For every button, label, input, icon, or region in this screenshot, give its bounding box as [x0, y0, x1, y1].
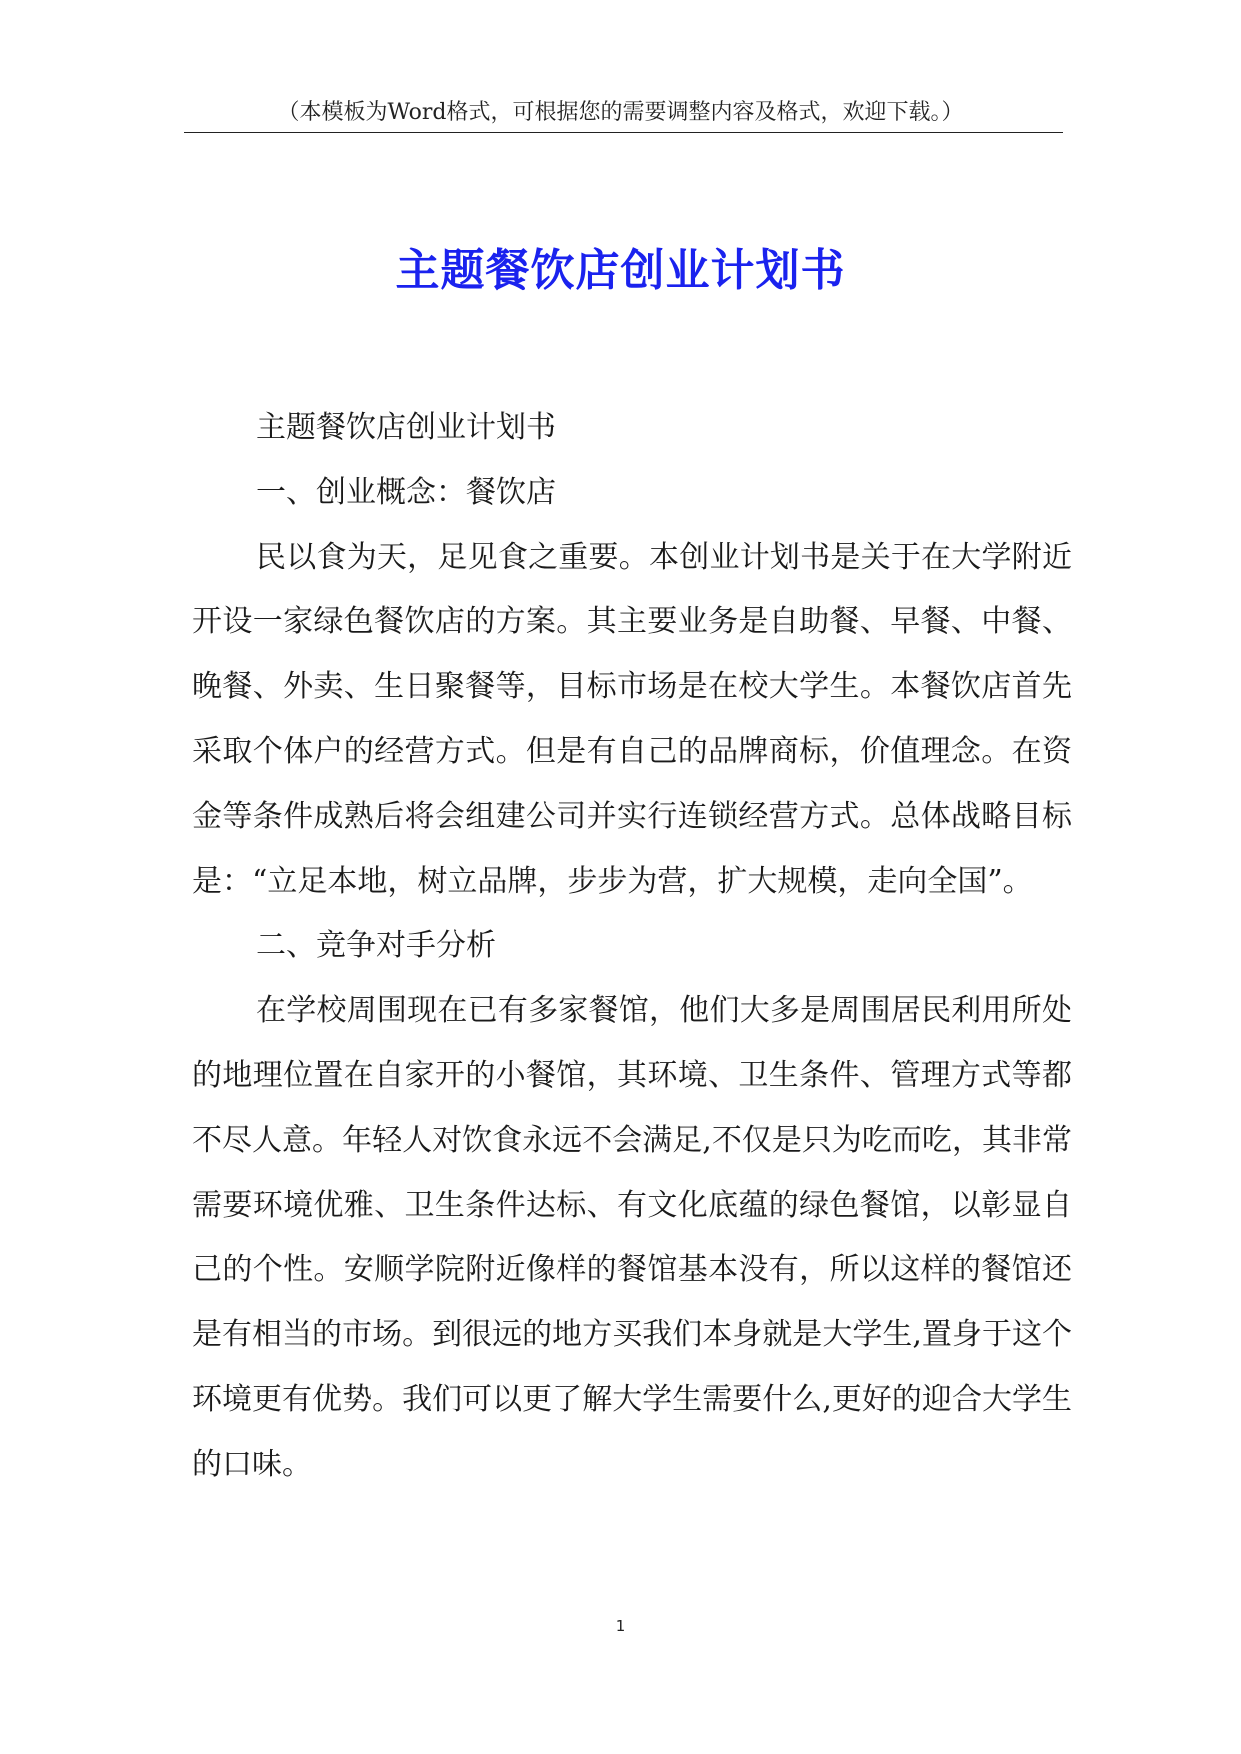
section-1-heading: 一、创业概念：餐饮店	[256, 474, 556, 510]
section-2-paragraph: 在学校周围现在已有多家餐馆，他们大多是周围居民利用所处的地理位置在自家开的小餐馆，其环境、卫生条件、管理方式等都不尽人意。年轻人对饮食永远不会满足,不仅是只为吃而吃，其非常需要环境优雅、卫生条件达标、有文化底蕴的绿色餐馆，以彰显自己的个性。安顺学院附近像样的餐馆基本没有，所以这样的餐馆还是有相当的市场。到很远的地方买我们本身就是大学生,置身于这个环境更有优势。我们可以更了解大学生需要什么,更好的迎合大学生的口味。	[192, 993, 1072, 1482]
page-number: 1	[615, 1617, 626, 1635]
document-body	[192, 396, 1072, 1498]
body-subtitle: 主题餐饮店创业计划书	[256, 410, 556, 445]
section-1-paragraph: 民以食为天，足见食之重要。本创业计划书是关于在大学附近开设一家绿色餐饮店的方案。其主要业务是自助餐、早餐、中餐、晚餐、外卖、生日聚餐等，目标市场是在校大学生。本餐饮店首先采取个体户的经营方式。但是有自己的品牌商标，价值理念。在资金等条件成熟后将会组建公司并实行连锁经营方式。总体战略目标是：“立足本地，树立品牌，步步为营，扩大规模，走向全国”。	[192, 539, 1072, 899]
document-title: 主题餐饮店创业计划书	[395, 245, 846, 297]
header-divider	[184, 132, 1063, 133]
section-2-heading: 二、竞争对手分析	[256, 928, 496, 964]
template-note: （本模板为Word格式，可根据您的需要调整内容及格式，欢迎下载。）	[277, 100, 964, 125]
